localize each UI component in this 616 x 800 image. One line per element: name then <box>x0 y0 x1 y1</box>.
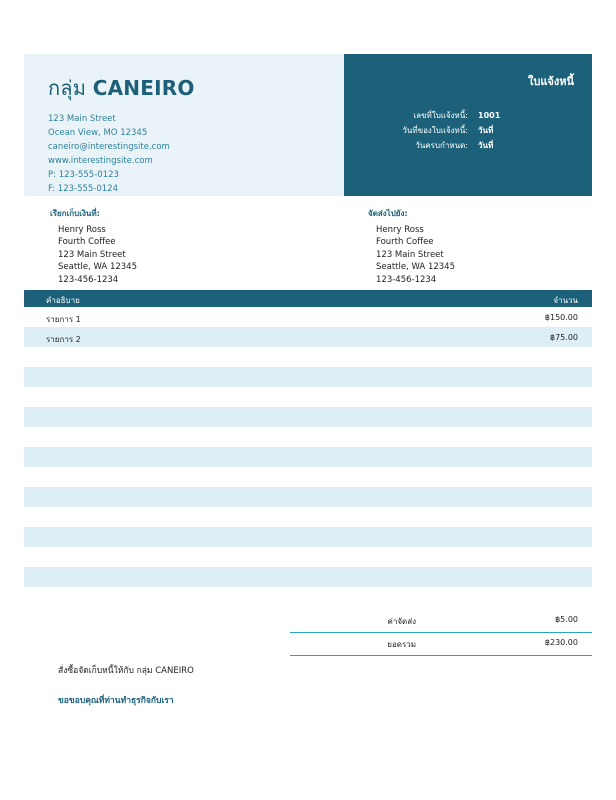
ship-to-title: จัดส่งไปยัง: <box>368 209 408 218</box>
row-description: รายการ 1 <box>46 315 81 324</box>
table-row[interactable] <box>24 367 592 387</box>
company-name <box>48 72 195 104</box>
meta-row-date <box>360 123 576 138</box>
totals-section <box>290 610 592 656</box>
ship-to-line: Fourth Coffee <box>376 237 434 247</box>
total-row-grand <box>290 633 592 656</box>
ship-to-line: 123 Main Street <box>376 249 444 260</box>
table-row[interactable] <box>24 487 592 507</box>
invoice-header <box>24 54 592 196</box>
table-row[interactable] <box>24 407 592 427</box>
company-name-main: CANEIRO <box>92 76 195 100</box>
table-row[interactable] <box>24 307 592 327</box>
bill-to-title: เรียกเก็บเงินที่: <box>50 209 100 218</box>
ship-to-block <box>368 208 455 286</box>
table-row[interactable] <box>24 327 592 347</box>
ship-to-line: Seattle, WA 12345 <box>376 262 455 272</box>
row-description: รายการ 2 <box>46 335 81 344</box>
meta-label-number: เลขที่ใบแจ้งหนี้: <box>413 111 468 120</box>
table-row[interactable] <box>24 467 592 487</box>
bill-to-line: 123 Main Street <box>58 249 126 260</box>
table-row[interactable] <box>24 587 592 607</box>
column-header-amount: จำนวน <box>553 296 578 305</box>
bill-to-line: Henry Ross <box>58 224 106 235</box>
table-row[interactable] <box>24 447 592 467</box>
table-row[interactable] <box>24 507 592 527</box>
meta-row-due <box>360 138 576 153</box>
address-street: 123 Main Street <box>48 114 116 124</box>
invoice-footer <box>58 663 194 707</box>
total-value-shipping: ฿5.00 <box>555 615 578 624</box>
invoice-title: ใบแจ้งหนี้ <box>527 75 574 88</box>
address-city: Ocean View, MO 12345 <box>48 128 148 138</box>
column-header-description: คำอธิบาย <box>46 296 80 305</box>
table-row[interactable] <box>24 547 592 567</box>
meta-value-due: วันที่ <box>478 141 494 150</box>
address-website[interactable]: www.interestingsite.com <box>48 156 153 166</box>
meta-label-date: วันที่ของใบแจ้งหนี้: <box>402 126 468 135</box>
address-fax: F: 123-555-0124 <box>48 184 119 194</box>
footer-thanks: ขอขอบคุณที่ท่านทำธุรกิจกับเรา <box>58 696 174 706</box>
table-row[interactable] <box>24 387 592 407</box>
ship-to-line: 123-456-1234 <box>376 274 437 285</box>
line-items-table <box>24 290 592 607</box>
bill-to-block <box>50 208 137 286</box>
table-header-row <box>24 290 592 307</box>
ship-to-line: Henry Ross <box>376 224 424 235</box>
row-amount: ฿75.00 <box>550 333 578 342</box>
row-amount: ฿150.00 <box>544 313 578 322</box>
table-row[interactable] <box>24 427 592 447</box>
meta-value-date: วันที่ <box>478 126 494 135</box>
footer-note: สั่งซื้อจัดเก็บหนี้ให้กับ กลุ่ม CANEIRO <box>58 666 194 676</box>
total-label-shipping: ค่าจัดส่ง <box>387 617 416 626</box>
total-label-grand: ยอดรวม <box>387 640 416 649</box>
address-phone: P: 123-555-0123 <box>48 170 119 180</box>
table-row[interactable] <box>24 527 592 547</box>
table-row[interactable] <box>24 567 592 587</box>
header-right-panel <box>344 54 592 196</box>
bill-to-line: Seattle, WA 12345 <box>58 262 137 272</box>
total-row-shipping <box>290 610 592 633</box>
table-row[interactable] <box>24 347 592 367</box>
company-address <box>48 112 170 196</box>
total-value-grand: ฿230.00 <box>544 638 578 647</box>
header-left-panel <box>24 54 344 196</box>
company-name-prefix: กลุ่ม <box>48 76 93 100</box>
meta-row-number <box>360 108 576 123</box>
meta-label-due: วันครบกำหนด: <box>415 141 468 150</box>
address-email[interactable]: caneiro@interestingsite.com <box>48 142 170 152</box>
invoice-meta <box>360 108 576 153</box>
bill-to-line: 123-456-1234 <box>58 274 119 285</box>
meta-value-number: 1001 <box>478 111 501 120</box>
bill-to-line: Fourth Coffee <box>58 237 116 247</box>
